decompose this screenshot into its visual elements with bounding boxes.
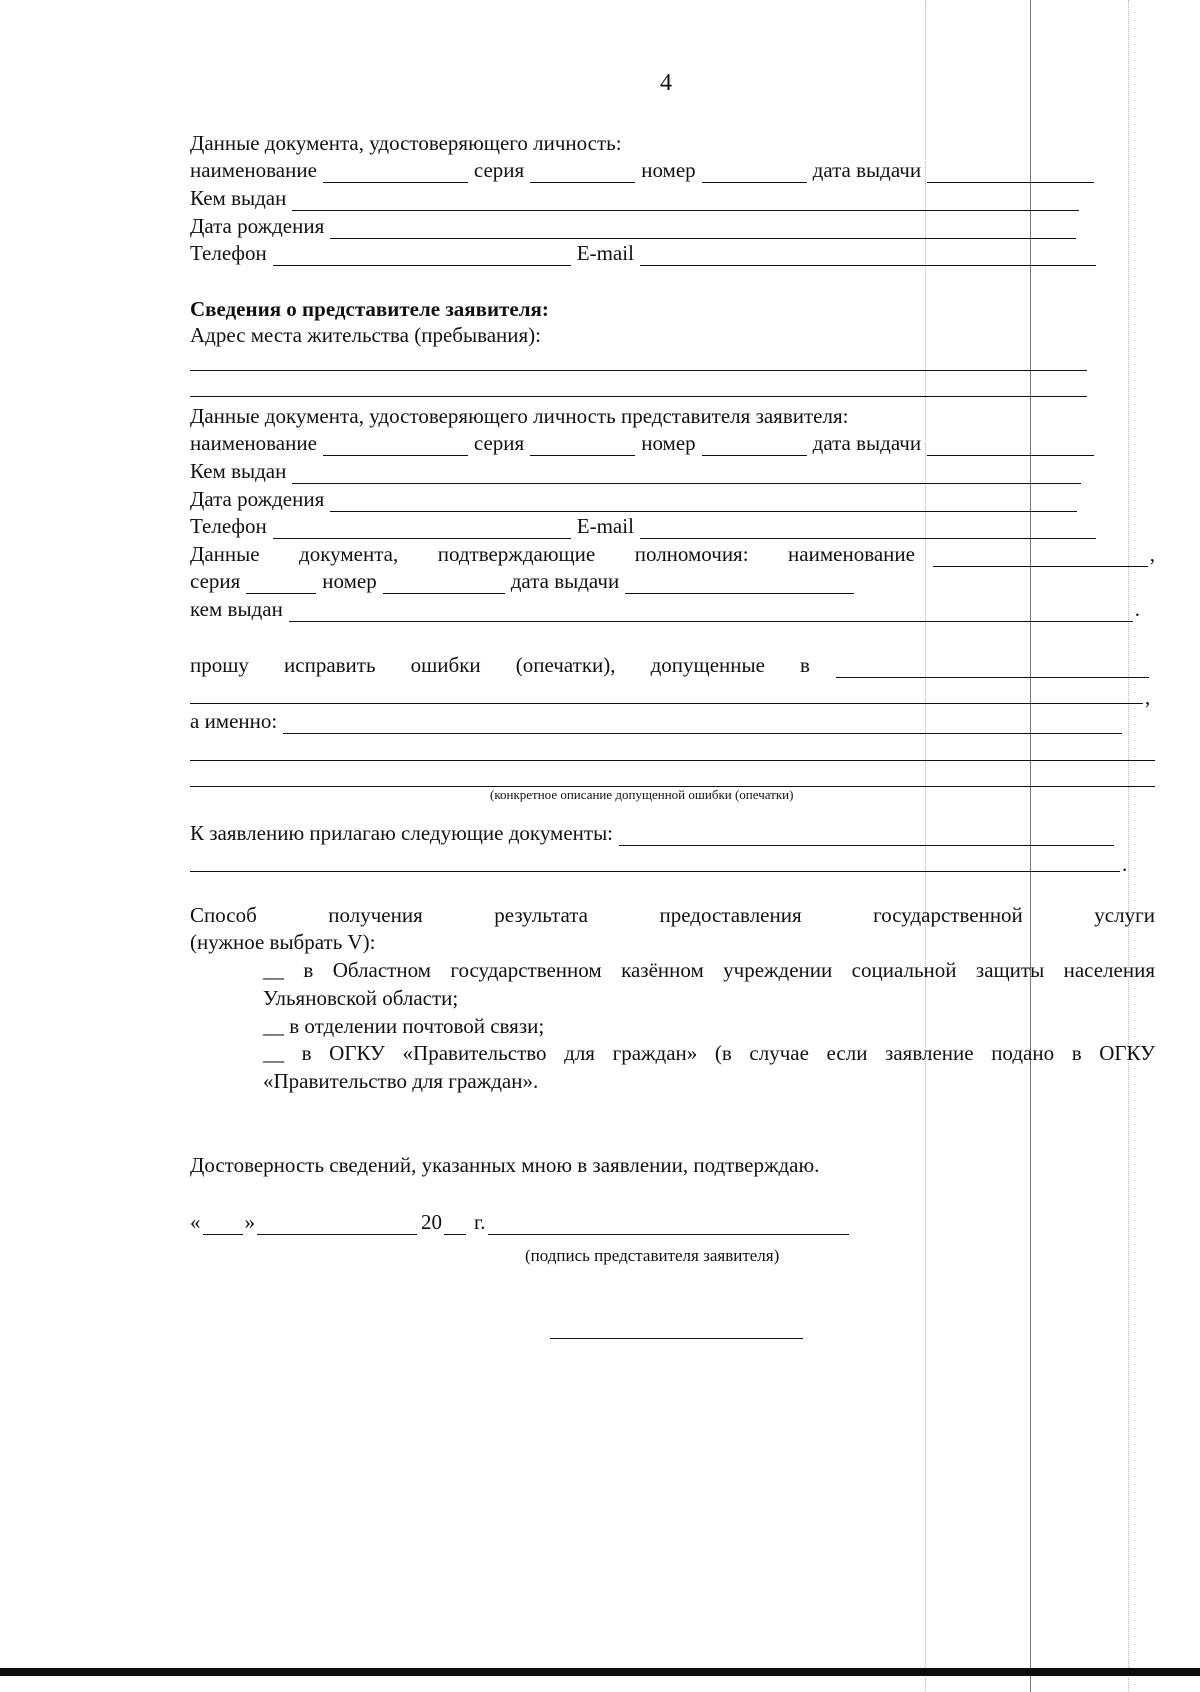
rep-issue-date-field[interactable] bbox=[927, 436, 1094, 456]
namely-label: а именно: bbox=[190, 709, 278, 733]
issued-by-label: Кем выдан bbox=[190, 186, 287, 210]
delivery-line bbox=[190, 902, 1155, 928]
rep-phone-field[interactable] bbox=[273, 519, 571, 539]
authority-number-field[interactable] bbox=[383, 574, 505, 594]
period: . bbox=[1122, 852, 1128, 876]
address-label: Адрес места жительства (пребывания): bbox=[190, 323, 542, 347]
signature-caption: (подпись представителя заявителя) bbox=[525, 1246, 780, 1265]
address-field-2[interactable] bbox=[190, 396, 1087, 397]
comma: , bbox=[1149, 542, 1155, 566]
attachments-label: К заявлению прилагаю следующие документы: bbox=[190, 821, 614, 845]
authority-word: наименование bbox=[788, 542, 915, 566]
rep-phone-label: Телефон bbox=[190, 514, 267, 538]
rep-issued-by-line bbox=[190, 458, 1087, 484]
applicant-doc-heading: Данные документа, удостоверяющего личность: bbox=[190, 131, 622, 155]
rep-doc-heading: Данные документа, удостоверяющего личность представителя заявителя: bbox=[190, 404, 849, 428]
delivery-hint: (нужное выбрать V): bbox=[190, 930, 376, 954]
attachments-field-cont[interactable] bbox=[190, 871, 1120, 872]
scan-bottom-border bbox=[0, 1668, 1200, 1676]
email-field[interactable] bbox=[640, 246, 1096, 266]
request-word: исправить bbox=[284, 653, 376, 677]
rep-number-label: номер bbox=[641, 431, 696, 455]
authority-word: Данные bbox=[190, 542, 260, 566]
year-prefix: 20 bbox=[421, 1210, 442, 1234]
authority-issue-date-label: дата выдачи bbox=[510, 569, 620, 593]
page-number: 4 bbox=[660, 70, 672, 96]
authority-issued-by-label: кем выдан bbox=[190, 597, 283, 621]
scan-artifact-line bbox=[1128, 0, 1129, 1692]
delivery-word: Способ bbox=[190, 903, 257, 927]
authority-number-label: номер bbox=[322, 569, 377, 593]
issue-date-label: дата выдачи bbox=[812, 158, 922, 182]
authority-series-label: серия bbox=[190, 569, 241, 593]
issue-date-field[interactable] bbox=[927, 163, 1094, 183]
authority-issued-by-line bbox=[190, 596, 1140, 622]
authority-series-field[interactable] bbox=[246, 574, 316, 594]
authority-issue-date-field[interactable] bbox=[625, 574, 854, 594]
email-label: E-mail bbox=[576, 241, 634, 265]
authority-words bbox=[190, 541, 915, 567]
rep-doc-line bbox=[190, 430, 1100, 456]
year-suffix: г. bbox=[474, 1210, 486, 1234]
number-field[interactable] bbox=[702, 163, 807, 183]
authority-series-line bbox=[190, 568, 860, 594]
rep-phone-email-line bbox=[190, 513, 1102, 539]
rep-email-label: E-mail bbox=[576, 514, 634, 538]
signature-field[interactable] bbox=[488, 1215, 850, 1235]
delivery-option-1[interactable]: __ в Областном государственном казённом учреждении социальной защиты населения Ульяновской области; bbox=[263, 958, 1155, 1010]
authority-name-field[interactable] bbox=[933, 547, 1148, 567]
number-label: номер bbox=[641, 158, 696, 182]
comma: , bbox=[1145, 685, 1151, 709]
rep-issue-date-label: дата выдачи bbox=[812, 431, 922, 455]
issued-by-line bbox=[190, 185, 1085, 211]
request-line bbox=[190, 652, 1155, 678]
rep-series-label: серия bbox=[473, 431, 525, 455]
representative-heading: Сведения о представителе заявителя: bbox=[190, 297, 549, 321]
authority-line bbox=[190, 541, 1155, 567]
request-words bbox=[190, 652, 810, 678]
rep-email-field[interactable] bbox=[640, 519, 1096, 539]
request-word: ошибки bbox=[410, 653, 481, 677]
rep-name-field[interactable] bbox=[323, 436, 468, 456]
series-field[interactable] bbox=[530, 163, 635, 183]
rep-issued-by-label: Кем выдан bbox=[190, 459, 287, 483]
birth-date-line bbox=[190, 213, 1082, 239]
rep-number-field[interactable] bbox=[702, 436, 807, 456]
delivery-word: предоставления bbox=[659, 903, 802, 927]
phone-label: Телефон bbox=[190, 241, 267, 265]
confirmation-text: Достоверность сведений, указанных мною в заявлении, подтверждаю. bbox=[190, 1153, 820, 1177]
quote-open: « bbox=[190, 1210, 201, 1234]
address-field-1[interactable] bbox=[190, 370, 1087, 371]
request-word: допущенные bbox=[650, 653, 765, 677]
rep-birth-date-field[interactable] bbox=[330, 492, 1077, 512]
delivery-word: государственной bbox=[873, 903, 1023, 927]
rep-birth-date-line bbox=[190, 486, 1083, 512]
namely-line bbox=[190, 708, 1128, 734]
quote-close: » bbox=[244, 1210, 255, 1234]
attachments-field[interactable] bbox=[619, 826, 1114, 846]
phone-field[interactable] bbox=[273, 246, 571, 266]
authority-issued-by-field[interactable] bbox=[289, 602, 1133, 622]
authority-word: документа, bbox=[299, 542, 399, 566]
attachments-line bbox=[190, 820, 1120, 846]
document-field[interactable] bbox=[836, 658, 1149, 678]
rep-name-label: наименование bbox=[190, 431, 317, 455]
request-word: прошу bbox=[190, 653, 249, 677]
year-field[interactable] bbox=[444, 1215, 466, 1235]
phone-email-line bbox=[190, 240, 1102, 266]
date-signature-line bbox=[190, 1209, 855, 1235]
day-field[interactable] bbox=[203, 1215, 243, 1235]
applicant-doc-line bbox=[190, 157, 1100, 183]
request-word: (опечатки), bbox=[515, 653, 616, 677]
issued-by-field[interactable] bbox=[292, 191, 1079, 211]
separator-line bbox=[550, 1338, 803, 1339]
rep-series-field[interactable] bbox=[530, 436, 635, 456]
rep-birth-date-label: Дата рождения bbox=[190, 487, 325, 511]
authority-word: полномочия: bbox=[634, 542, 749, 566]
series-label: серия bbox=[473, 158, 525, 182]
name-field[interactable] bbox=[323, 163, 468, 183]
error-field-1[interactable] bbox=[190, 760, 1155, 761]
rep-issued-by-field[interactable] bbox=[292, 464, 1081, 484]
authority-word: подтверждающие bbox=[437, 542, 596, 566]
month-field[interactable] bbox=[257, 1215, 417, 1235]
delivery-option-3[interactable]: __ в ОГКУ «Правительство для граждан» (в случае если заявление подано в ОГКУ «Правительство для граждан». bbox=[263, 1041, 1155, 1093]
delivery-word: результата bbox=[494, 903, 588, 927]
delivery-option-2[interactable]: __ в отделении почтовой связи; bbox=[263, 1014, 545, 1038]
error-caption: (конкретное описание допущенной ошибки (опечатки) bbox=[490, 787, 794, 802]
delivery-word: услуги bbox=[1094, 903, 1155, 927]
request-word: в bbox=[800, 653, 810, 677]
birth-date-field[interactable] bbox=[330, 219, 1076, 239]
name-label: наименование bbox=[190, 158, 317, 182]
document-field-cont[interactable] bbox=[190, 703, 1143, 704]
birth-date-label: Дата рождения bbox=[190, 214, 325, 238]
period: . bbox=[1134, 597, 1140, 621]
delivery-word: получения bbox=[328, 903, 423, 927]
namely-field[interactable] bbox=[283, 714, 1122, 734]
